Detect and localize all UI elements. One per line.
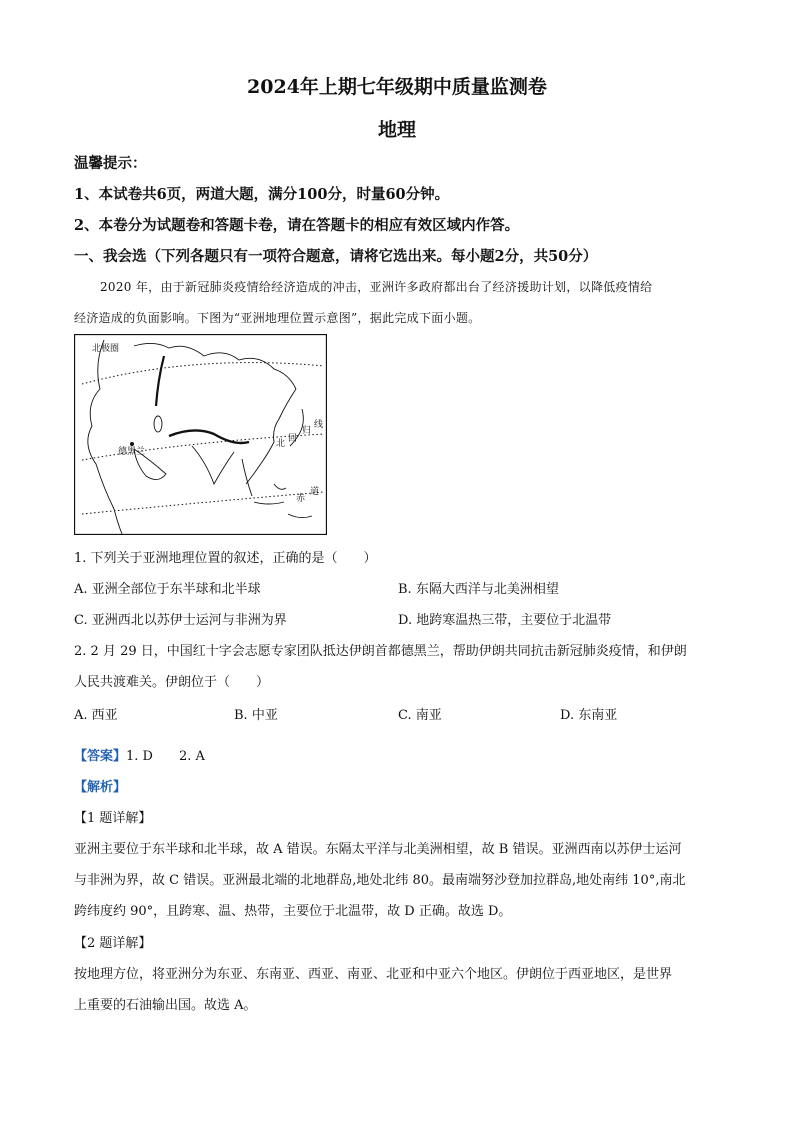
q1-option-d: D. 地跨寒温热三带，主要位于北温带 xyxy=(398,613,612,628)
passage-line-1: 2020 年，由于新冠肺炎疫情给经济造成的冲击，亚洲许多政府都出台了经济援助计划，以降低疫情给 xyxy=(100,280,653,294)
q1-option-a: A. 亚洲全部位于东半球和北半球 xyxy=(74,582,261,597)
q2-stem-line-2: 人民共渡难关。伊朗位于（ ） xyxy=(74,675,270,690)
q2-option-c: C. 南亚 xyxy=(398,708,442,723)
q1-option-c: C. 亚洲西北以苏伊士运河与非洲为界 xyxy=(74,613,287,628)
asia-location-map xyxy=(74,334,327,535)
label-tropic-1: 北 xyxy=(276,439,286,449)
answer-tag: 【答案】 xyxy=(74,749,127,764)
tip-1: 1、本试卷共6页，两道大题，满分100分，时量60分钟。 xyxy=(74,186,450,203)
detail-2-line-2: 上重要的石油输出国。故选 A。 xyxy=(74,998,257,1013)
detail-2-tag: 【2 题详解】 xyxy=(74,936,152,951)
q2-option-b: B. 中亚 xyxy=(234,708,278,723)
answer-text: 1. D 2. A xyxy=(126,749,205,764)
label-equator-2: 道 xyxy=(310,487,320,497)
passage-line-2: 经济造成的负面影响。下图为“亚洲地理位置示意图”，据此完成下面小题。 xyxy=(74,311,481,325)
label-tehran: 德黑兰 xyxy=(118,447,146,457)
label-tropic-3: 归 xyxy=(302,426,312,436)
tips-heading: 温馨提示： xyxy=(74,155,147,172)
detail-1-line-3: 跨纬度约 90°，且跨寒、温、热带，主要位于北温带，故 D 正确。故选 D。 xyxy=(74,904,512,919)
subject-title: 地理 xyxy=(377,119,416,141)
detail-1-tag: 【1 题详解】 xyxy=(74,811,152,826)
page-title: 2024年上期七年级期中质量监测卷 xyxy=(247,76,547,98)
q1-option-b: B. 东隔大西洋与北美洲相望 xyxy=(398,582,559,597)
tip-2: 2、本卷分为试题卷和答题卡卷，请在答题卡的相应有效区域内作答。 xyxy=(74,217,520,234)
tehran-point xyxy=(130,442,134,446)
q2-stem-line-1: 2. 2 月 29 日，中国红十字会志愿专家团队抵达伊朗首都德黑兰，帮助伊朗共同抗击新冠肺炎疫情，和伊朗 xyxy=(74,644,687,659)
label-tropic-2: 回 xyxy=(288,434,298,444)
detail-1-line-2: 与非洲为界，故 C 错误。亚洲最北端的北地群岛,地处北纬 80。最南端努沙登加拉群岛,地处南纬 10°,南北 xyxy=(74,873,686,888)
detail-1-line-1: 亚洲主要位于东半球和北半球，故 A 错误。东隔太平洋与北美洲相望，故 B 错误。亚洲西南以苏伊士运河 xyxy=(74,842,682,857)
q2-option-a: A. 西亚 xyxy=(74,708,118,723)
analysis-tag: 【解析】 xyxy=(74,780,127,795)
section-heading: 一、我会选（下列各题只有一项符合题意，请将它选出来。每小题2分，共50分） xyxy=(74,248,598,265)
label-arctic-circle: 北极圈 xyxy=(92,344,120,354)
label-equator-1: 赤 xyxy=(296,494,306,504)
label-tropic-4: 线 xyxy=(314,420,324,430)
detail-2-line-1: 按地理方位，将亚洲分为东亚、东南亚、西亚、南亚、北亚和中亚六个地区。伊朗位于西亚地区，是世界 xyxy=(74,967,673,982)
answer-line xyxy=(74,745,205,764)
q2-option-d: D. 东南亚 xyxy=(560,708,618,723)
q1-stem: 1. 下列关于亚洲地理位置的叙述，正确的是（ ） xyxy=(74,551,377,566)
